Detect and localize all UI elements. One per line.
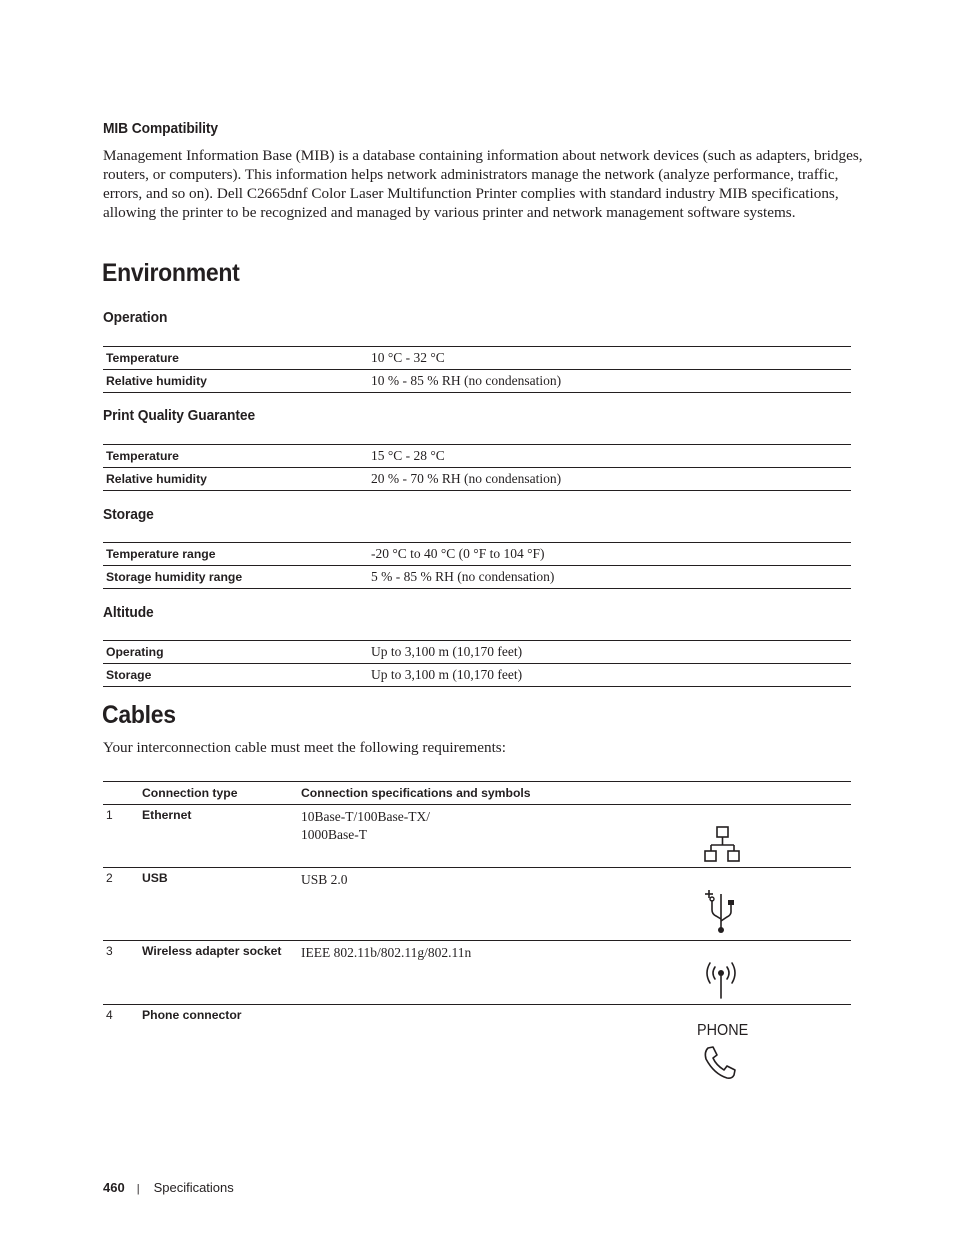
row-value: Up to 3,100 m (10,170 feet) [368, 641, 851, 664]
row-label: Temperature range [103, 543, 368, 566]
row-number: 4 [106, 1008, 113, 1022]
row-connection-type: Ethernet [142, 805, 301, 868]
print-quality-table [103, 444, 851, 491]
spec-line: 1000Base-T [301, 827, 367, 842]
row-label: Relative humidity [103, 468, 368, 491]
storage-table [103, 542, 851, 589]
row-value: -20 °C to 40 °C (0 °F to 104 °F) [368, 543, 851, 566]
row-connection-spec [301, 805, 684, 868]
spec-line: 10Base-T/100Base-TX/ [301, 809, 430, 824]
operation-table [103, 346, 851, 393]
cables-heading: Cables [102, 701, 176, 729]
header-connection-spec: Connection specifications and symbols [301, 782, 684, 805]
row-connection-spec [301, 1005, 684, 1089]
row-value: Up to 3,100 m (10,170 feet) [368, 664, 851, 687]
table-row [103, 805, 851, 868]
wireless-antenna-icon [701, 960, 741, 1002]
cables-intro: Your interconnection cable must meet the following requirements: [103, 739, 506, 756]
row-connection-type: Wireless adapter socket [142, 941, 301, 1005]
table-row [103, 566, 851, 589]
footer-separator: | [136, 1183, 140, 1195]
row-connection-spec [301, 868, 684, 941]
spec-line: USB 2.0 [301, 872, 348, 887]
row-label: Storage [103, 664, 368, 687]
row-value: 5 % - 85 % RH (no condensation) [368, 566, 851, 589]
row-number: 1 [103, 805, 142, 868]
table-row [103, 641, 851, 664]
table-row [103, 664, 851, 687]
altitude-heading: Altitude [103, 604, 154, 621]
ethernet-network-icon [703, 825, 743, 865]
mib-paragraph: Management Information Base (MIB) is a database containing information about network devices (such as adapters, bridges, routers, or computers). This information helps network administrators manage the network (analyze performance, traffic, errors, and so on). Dell C2665dnf Color Laser Multifunction Printer complies with standard industry MIB specifications, allowing the printer to be recognized and managed by various printer and network management software systems. [103, 147, 863, 221]
table-row [103, 370, 851, 393]
row-label: Relative humidity [103, 370, 368, 393]
page-number: 460 [103, 1180, 125, 1195]
footer-section-title: Specifications [153, 1180, 234, 1195]
row-connection-type: USB [142, 868, 301, 941]
row-value: 10 % - 85 % RH (no condensation) [368, 370, 851, 393]
row-label: Operating [103, 641, 368, 664]
row-connection-spec [301, 941, 684, 1005]
usb-icon [703, 886, 743, 936]
row-number: 3 [103, 941, 142, 1005]
table-row [103, 543, 851, 566]
print-quality-heading: Print Quality Guarantee [103, 407, 256, 424]
row-icon-cell [684, 805, 851, 868]
table-row [103, 445, 851, 468]
table-row [103, 868, 851, 941]
row-icon-cell [684, 1005, 851, 1089]
row-value: 20 % - 70 % RH (no condensation) [368, 468, 851, 491]
row-label: Storage humidity range [103, 566, 368, 589]
header-number-cell [103, 782, 142, 805]
table-row [103, 941, 851, 1005]
storage-heading: Storage [103, 506, 154, 523]
row-connection-type: Phone connector [142, 1008, 242, 1022]
environment-heading: Environment [102, 259, 240, 287]
row-icon-cell [684, 868, 851, 941]
table-header-row [103, 782, 851, 805]
phone-handset-icon [702, 1045, 738, 1081]
row-value: 15 °C - 28 °C [368, 445, 851, 468]
phone-label: PHONE [697, 1022, 749, 1039]
header-connection-type: Connection type [142, 782, 301, 805]
operation-heading: Operation [103, 309, 168, 326]
table-row [103, 1005, 851, 1089]
table-row [103, 347, 851, 370]
row-value: 10 °C - 32 °C [368, 347, 851, 370]
cables-table [103, 781, 851, 1088]
row-label: Temperature [103, 445, 368, 468]
table-row [103, 468, 851, 491]
row-label: Temperature [103, 347, 368, 370]
spec-line: IEEE 802.11b/802.11g/802.11n [301, 945, 472, 960]
row-icon-cell [684, 941, 851, 1005]
header-icon-cell [684, 782, 851, 805]
mib-heading: MIB Compatibility [103, 120, 218, 137]
page-footer [103, 1180, 234, 1195]
row-number: 2 [103, 868, 142, 941]
altitude-table [103, 640, 851, 687]
